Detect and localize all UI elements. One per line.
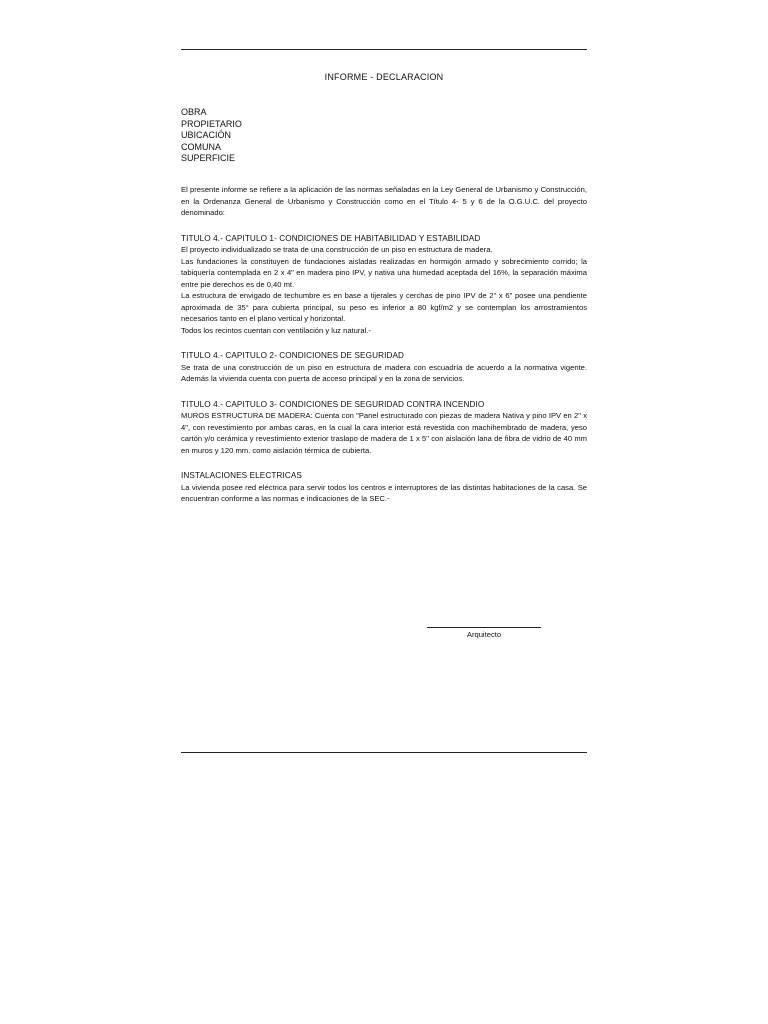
field-ubicacion: UBICACIÓN xyxy=(181,130,232,140)
signature-label: Arquitecto xyxy=(466,630,502,639)
field-propietario: PROPIETARIO xyxy=(181,118,242,129)
section-2-paragraph-1: Se trata de una construcción de un piso en estructura de madera con escuadría de acuerdo a la normativa vigente. Además la vivienda cuenta con puerta de acceso principal y en la zona de servicios. xyxy=(181,362,587,383)
field-obra: OBRA xyxy=(181,107,207,117)
section-1-paragraph-4: Todos los recintos cuentan con ventilación y luz natural.- xyxy=(181,325,371,335)
field-superficie: SUPERFICIE xyxy=(181,153,236,163)
section-1-paragraph-2: Las fundaciones la constituyen de fundaciones aisladas realizadas en hormigón armado y sobrecimiento corrido; la tabiquería contemplada en 2 x 4" en madera pino IPV, y nativa una humedad aceptada del 16%, la separación máxima entre pie derechos es de 0,40 mt. xyxy=(181,256,587,289)
field-labels xyxy=(181,107,242,165)
intro-paragraph: El presente informe se refiere a la aplicación de las normas señaladas en la Ley General de Urbanismo y Construcción, en la Ordenanza General de Urbanismo y Construcción como en el Título 4- 5 y 6 de la O.G.U.C. del proyecto denominado: xyxy=(181,185,587,217)
section-2-heading: TITULO 4.- CAPITULO 2- CONDICIONES DE SEGURIDAD xyxy=(181,351,405,360)
document-title: INFORME - DECLARACION xyxy=(324,72,444,82)
section-3-heading: TITULO 4.- CAPITULO 3- CONDICIONES DE SEGURIDAD CONTRA INCENDIO xyxy=(181,399,485,409)
section-1-paragraph-1: El proyecto individualizado se trata de una construcción de un piso en estructura de madera. xyxy=(181,245,493,254)
section-1-paragraph-3: La estructura de envigado de techumbre es en base a tijerales y cerchas de pino IPV de 2" x 6" posee una pendiente aproximada de 35° para cubierta principal, su peso es inferior a 80 kgf/m2 y se contemplan los arrostramientos necesarios tanto en el plano vertical y horizontal. xyxy=(181,291,587,323)
bottom-rule xyxy=(181,752,587,753)
signature-line xyxy=(427,627,541,628)
document-body xyxy=(181,184,587,505)
section-3-paragraph-1: MUROS ESTRUCTURA DE MADERA: Cuenta con "Panel estructurado con piezas de madera Nativa y pino IPV en 2" x 4", con revestimiento por ambas caras, en la cual la cara interior está revestida con machihembrado de madera, yeso cartón y/o cerámica y revestimiento exterior traslapo de madera de 1 x 5" con aislación lana de fibra de vidrio de 40 mm en muros y 120 mm. como aislación térmica de cubierta. xyxy=(181,411,587,455)
field-comuna: COMUNA xyxy=(181,141,221,152)
section-4-heading: INSTALACIONES ELECTRICAS xyxy=(181,471,302,480)
top-rule xyxy=(181,49,587,50)
section-4-paragraph-1: La vivienda posee red eléctrica para servir todos los centros e interruptores de las distintas habitaciones de la casa. Se encuentran conforme a las normas e indicaciones de la SEC.- xyxy=(181,482,587,503)
section-1-heading: TITULO 4.- CAPITULO 1- CONDICIONES DE HABITABILIDAD Y ESTABILIDAD xyxy=(181,233,481,243)
